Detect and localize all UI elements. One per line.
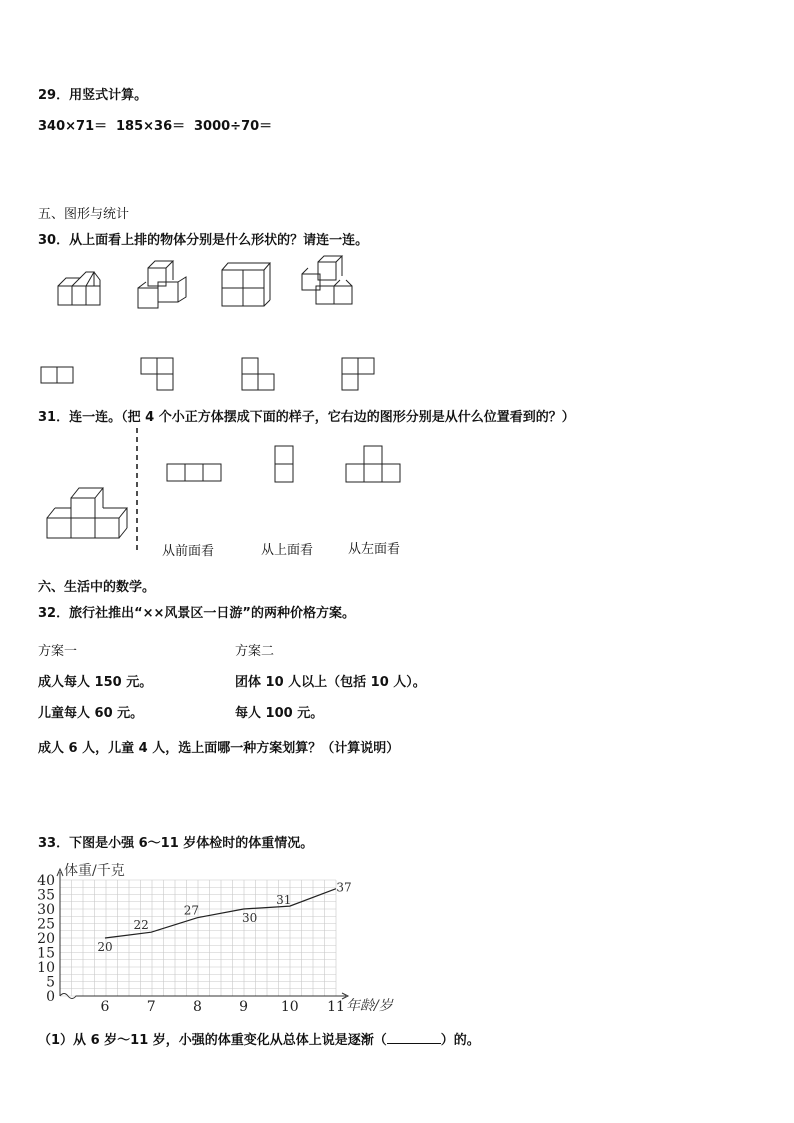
- y-tick-label: 10: [37, 960, 55, 976]
- q31-label-top: 从上面看: [261, 543, 314, 558]
- q33-sub1-blank: [387, 1031, 441, 1044]
- data-label: 37: [336, 880, 352, 895]
- y-tick-label: 5: [46, 974, 55, 991]
- data-label: 22: [133, 918, 149, 933]
- q32-plan1-line2: 儿童每人 60 元。: [38, 706, 144, 721]
- q32-plan1-heading: 方案一: [38, 644, 78, 659]
- section6-title: 六、生活中的数学。: [38, 580, 156, 595]
- x-tick-label: 8: [192, 999, 202, 1015]
- y-tick-label: 35: [37, 887, 55, 904]
- y-tick-label: 40: [37, 873, 55, 889]
- q33-sub1-pre: （1）从 6 岁～11 岁，小强的体重变化从总体上说是逐渐（: [38, 1033, 387, 1048]
- x-tick-label: 6: [100, 999, 110, 1015]
- q29-expr-3: 3000÷70＝: [194, 119, 273, 134]
- q33-sub1: [38, 1029, 480, 1048]
- q31-title: 31．连一连。（把 4 个小正方体摆成下面的样子，它右边的图形分别是从什么位置看到的？）: [38, 410, 575, 425]
- q32-plan2-line1: 团体 10 人以上（包括 10 人）。: [235, 675, 426, 690]
- x-axis-label: 年龄/岁: [346, 998, 393, 1014]
- q32-plan1-line1: 成人每人 150 元。: [38, 675, 153, 690]
- q29-title: 29．用竖式计算。: [38, 88, 148, 103]
- q32-title: 32．旅行社推出“××风景区一日游”的两种价格方案。: [38, 606, 355, 621]
- q32-plan2-line2: 每人 100 元。: [235, 706, 324, 721]
- y-tick-label: 30: [37, 902, 55, 918]
- q30-title: 30．从上面看上排的物体分别是什么形状的？请连一连。: [38, 233, 369, 248]
- q31-label-left: 从左面看: [348, 542, 401, 557]
- q32-question: 成人 6 人，儿童 4 人，选上面哪一种方案划算？（计算说明）: [38, 741, 400, 756]
- x-tick-label: 10: [280, 999, 299, 1015]
- section5-title: 五、图形与统计: [38, 207, 130, 222]
- q32-plan2-heading: 方案二: [235, 644, 275, 659]
- data-label: 20: [97, 940, 113, 954]
- data-label: 27: [183, 903, 200, 918]
- q33-sub1-post: ）的。: [440, 1033, 480, 1048]
- q31-label-front: 从前面看: [162, 544, 215, 559]
- data-label: 31: [276, 893, 292, 908]
- q29-expr-2: 185×36＝: [116, 119, 186, 134]
- y-tick-label: 25: [37, 916, 55, 933]
- q33-title: 33．下图是小强 6～11 岁体检时的体重情况。: [38, 836, 314, 851]
- y-axis-label: 体重/千克: [64, 863, 125, 879]
- q29-expr-1: 340×71＝: [38, 119, 108, 134]
- x-tick-label: 11: [327, 999, 345, 1015]
- x-tick-label: 9: [239, 999, 249, 1015]
- x-axis: [60, 994, 346, 999]
- y-tick-label: 15: [37, 945, 55, 962]
- data-label: 30: [241, 911, 258, 925]
- x-tick-label: 7: [146, 999, 156, 1015]
- y-tick-label: 20: [37, 931, 55, 947]
- y-tick-label: 0: [46, 989, 55, 1005]
